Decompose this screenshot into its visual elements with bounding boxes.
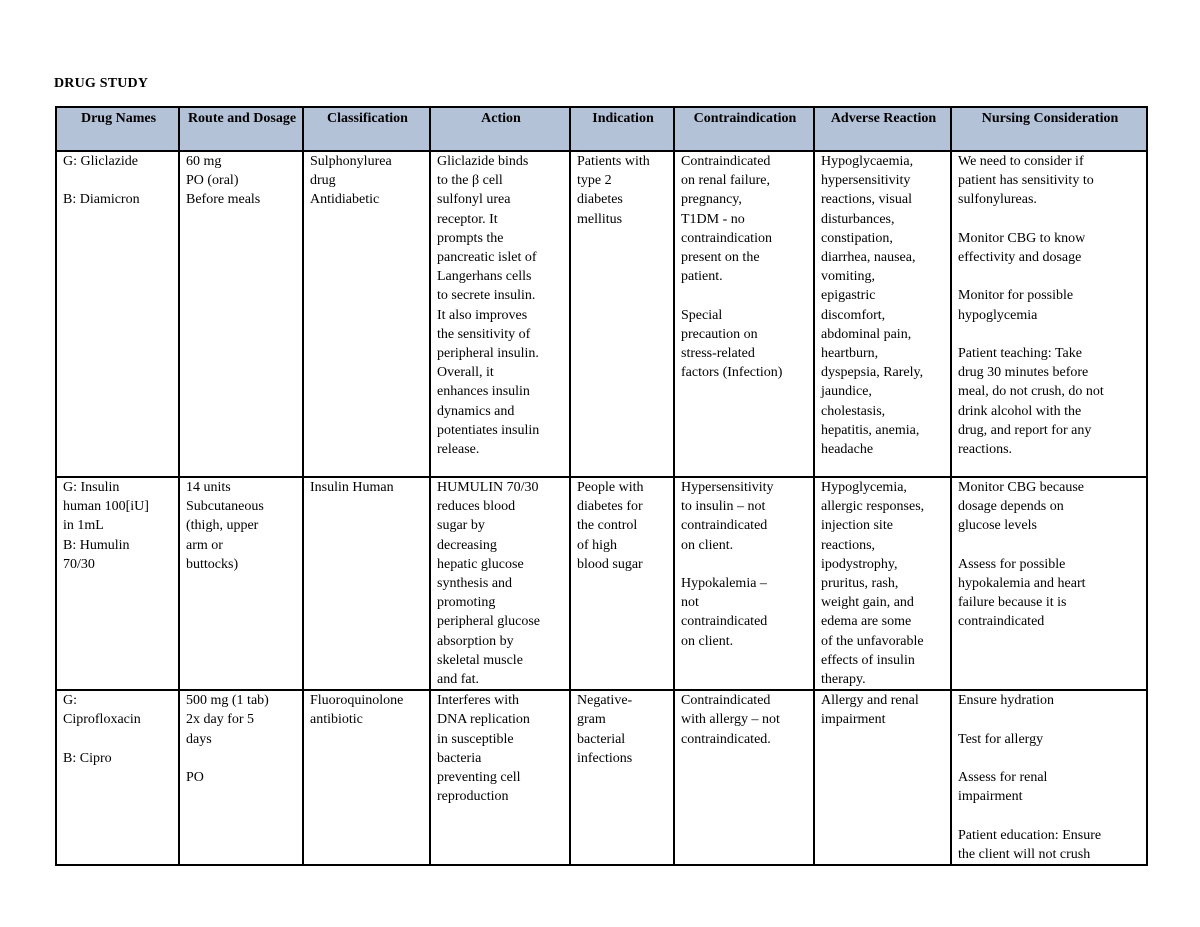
header-adverse-reaction: Adverse Reaction (814, 107, 951, 151)
cell-contraindication: Hypersensitivity to insulin – not contraindicated on client. Hypokalemia – not contraindicated on client. (674, 477, 814, 690)
cell-route-dosage: 500 mg (1 tab) 2x day for 5 days PO (179, 690, 303, 865)
header-contraindication: Contraindication (674, 107, 814, 151)
table-row (56, 477, 1147, 690)
cell-adverse-reaction: Hypoglycaemia, hypersensitivity reactions, visual disturbances, constipation, diarrhea, nausea, vomiting, epigastric discomfort, abdominal pain, heartburn, dyspepsia, Rarely, jaundice, cholestasis, hepatitis, anemia, headache (814, 151, 951, 477)
header-indication: Indication (570, 107, 674, 151)
table-row (56, 690, 1147, 865)
drug-study-table (55, 106, 1148, 866)
cell-adverse-reaction: Hypoglycemia, allergic responses, injection site reactions, ipodystrophy, pruritus, rash, weight gain, and edema are some of the unfavorable effects of insulin therapy. (814, 477, 951, 690)
cell-drug-names: G: Insulin human 100[iU] in 1mL B: Humulin 70/30 (56, 477, 179, 690)
cell-action: HUMULIN 70/30 reduces blood sugar by decreasing hepatic glucose synthesis and promoting peripheral glucose absorption by skeletal muscle and fat. (430, 477, 570, 690)
cell-nursing-consideration: Ensure hydration Test for allergy Assess for renal impairment Patient education: Ensure the client will not crush (951, 690, 1147, 865)
cell-adverse-reaction: Allergy and renal impairment (814, 690, 951, 865)
cell-route-dosage: 14 units Subcutaneous (thigh, upper arm or buttocks) (179, 477, 303, 690)
cell-classification: Sulphonylurea drug Antidiabetic (303, 151, 430, 477)
cell-contraindication: Contraindicated with allergy – not contraindicated. (674, 690, 814, 865)
cell-drug-names: G: Ciprofloxacin B: Cipro (56, 690, 179, 865)
cell-classification: Fluoroquinolone antibiotic (303, 690, 430, 865)
cell-action: Interferes with DNA replication in susceptible bacteria preventing cell reproduction (430, 690, 570, 865)
page-title: DRUG STUDY (54, 76, 149, 91)
header-classification: Classification (303, 107, 430, 151)
cell-nursing-consideration: We need to consider if patient has sensitivity to sulfonylureas. Monitor CBG to know effectivity and dosage Monitor for possible hypoglycemia Patient teaching: Take drug 30 minutes before meal, do not crush, do not drink alcohol with the drug, and report for any reactions. (951, 151, 1147, 477)
cell-indication: Patients with type 2 diabetes mellitus (570, 151, 674, 477)
cell-action: Gliclazide binds to the β cell sulfonyl urea receptor. It prompts the pancreatic islet of Langerhans cells to secrete insulin. It also improves the sensitivity of peripheral insulin. Overall, it enhances insulin dynamics and potentiates insulin release. (430, 151, 570, 477)
table-row (56, 151, 1147, 477)
header-nursing-consideration: Nursing Consideration (951, 107, 1147, 151)
header-route-dosage: Route and Dosage (179, 107, 303, 151)
cell-indication: Negative- gram bacterial infections (570, 690, 674, 865)
cell-indication: People with diabetes for the control of high blood sugar (570, 477, 674, 690)
cell-drug-names: G: Gliclazide B: Diamicron (56, 151, 179, 477)
cell-contraindication: Contraindicated on renal failure, pregnancy, T1DM - no contraindication present on the patient. Special precaution on stress-related factors (Infection) (674, 151, 814, 477)
header-action: Action (430, 107, 570, 151)
cell-nursing-consideration: Monitor CBG because dosage depends on glucose levels Assess for possible hypokalemia and heart failure because it is contraindicated (951, 477, 1147, 690)
header-drug-names: Drug Names (56, 107, 179, 151)
cell-classification: Insulin Human (303, 477, 430, 690)
cell-route-dosage: 60 mg PO (oral) Before meals (179, 151, 303, 477)
table-header-row (56, 107, 1147, 151)
